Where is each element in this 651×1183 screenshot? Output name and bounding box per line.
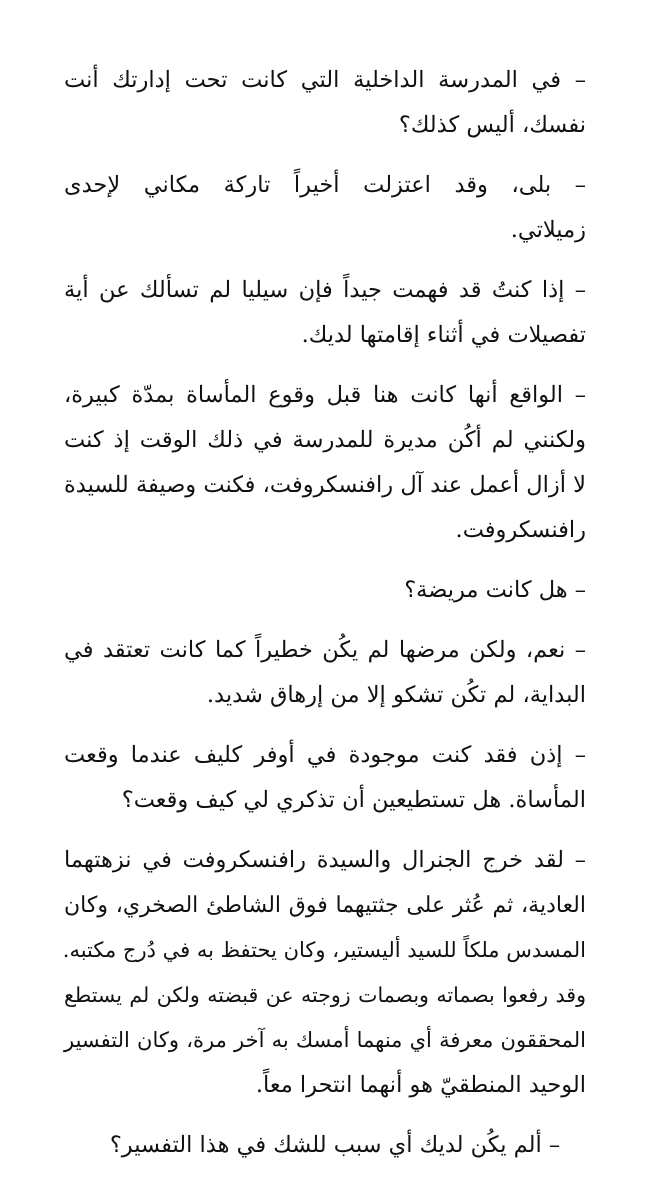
text-line: العادية، ثم عُثر على جثتيهما فوق الشاطئ الصخري، وكان [64, 893, 586, 918]
text-line: نفسك، أليس كذلك؟ [398, 112, 586, 138]
dialogue-paragraph [64, 838, 586, 1108]
text-line: لا أزال أعمل عند آل رافنسكروفت، فكنت وصيفة للسيدة [64, 472, 586, 498]
dialogue-paragraph [64, 373, 586, 553]
text-line: ولكنني لم أكُن مديرة للمدرسة في ذلك الوقت إذ كنت [64, 427, 586, 453]
dialogue-paragraph [64, 1123, 586, 1168]
text-line: – في المدرسة الداخلية التي كانت تحت إدارتك أنت [64, 67, 586, 93]
text-line: – نعم، ولكن مرضها لم يكُن خطيراً كما كانت تعتقد في [64, 637, 586, 663]
text-line: – بلى، وقد اعتزلت أخيراً تاركة مكاني لإحدى [64, 172, 586, 198]
dialogue-paragraph [64, 568, 586, 613]
text-line: – لقد خرج الجنرال والسيدة رافنسكروفت في نزهتهما [64, 847, 586, 873]
text-line: – هل كانت مريضة؟ [404, 577, 586, 603]
text-line: البداية، لم تكُن تشكو إلا من إرهاق شديد. [206, 682, 586, 708]
text-line: – إذا كنتُ قد فهمت جيداً فإن سيليا لم تسألك عن أية [64, 277, 586, 303]
text-line: تفصيلات في أثناء إقامتها لديك. [301, 322, 586, 348]
dialogue-paragraph [64, 163, 586, 253]
book-page [64, 58, 586, 1183]
text-line: المأساة. هل تستطيعين أن تذكري لي كيف وقعت؟ [121, 787, 586, 813]
text-line: – إذن فقد كنت موجودة في أوفر كليف عندما وقعت [64, 742, 586, 768]
text-line: وقد رفعوا بصماته وبصمات زوجته عن قبضته ولكن لم يستطع [64, 983, 586, 1007]
text-line: – ألم يكُن لديك أي سبب للشك في هذا التفسير؟ [109, 1132, 561, 1158]
dialogue-paragraph [64, 268, 586, 358]
dialogue-paragraph [64, 58, 586, 148]
dialogue-paragraph [64, 733, 586, 823]
text-line: المحققون معرفة أي منهما أمسك به آخر مرة، وكان التفسير [64, 1028, 586, 1052]
text-line: المسدس ملكاً للسيد أليستير، وكان يحتفظ به في دُرج مكتبه. [62, 938, 586, 962]
text-line: زميلاتي. [510, 217, 586, 243]
text-line: رافنسكروفت. [455, 517, 586, 543]
dialogue-paragraph [64, 628, 586, 718]
text-line: – الواقع أنها كانت هنا قبل وقوع المأساة بمدّة كبيرة، [64, 382, 586, 408]
text-line: الوحيد المنطقيّ هو أنهما انتحرا معاً. [255, 1072, 586, 1098]
